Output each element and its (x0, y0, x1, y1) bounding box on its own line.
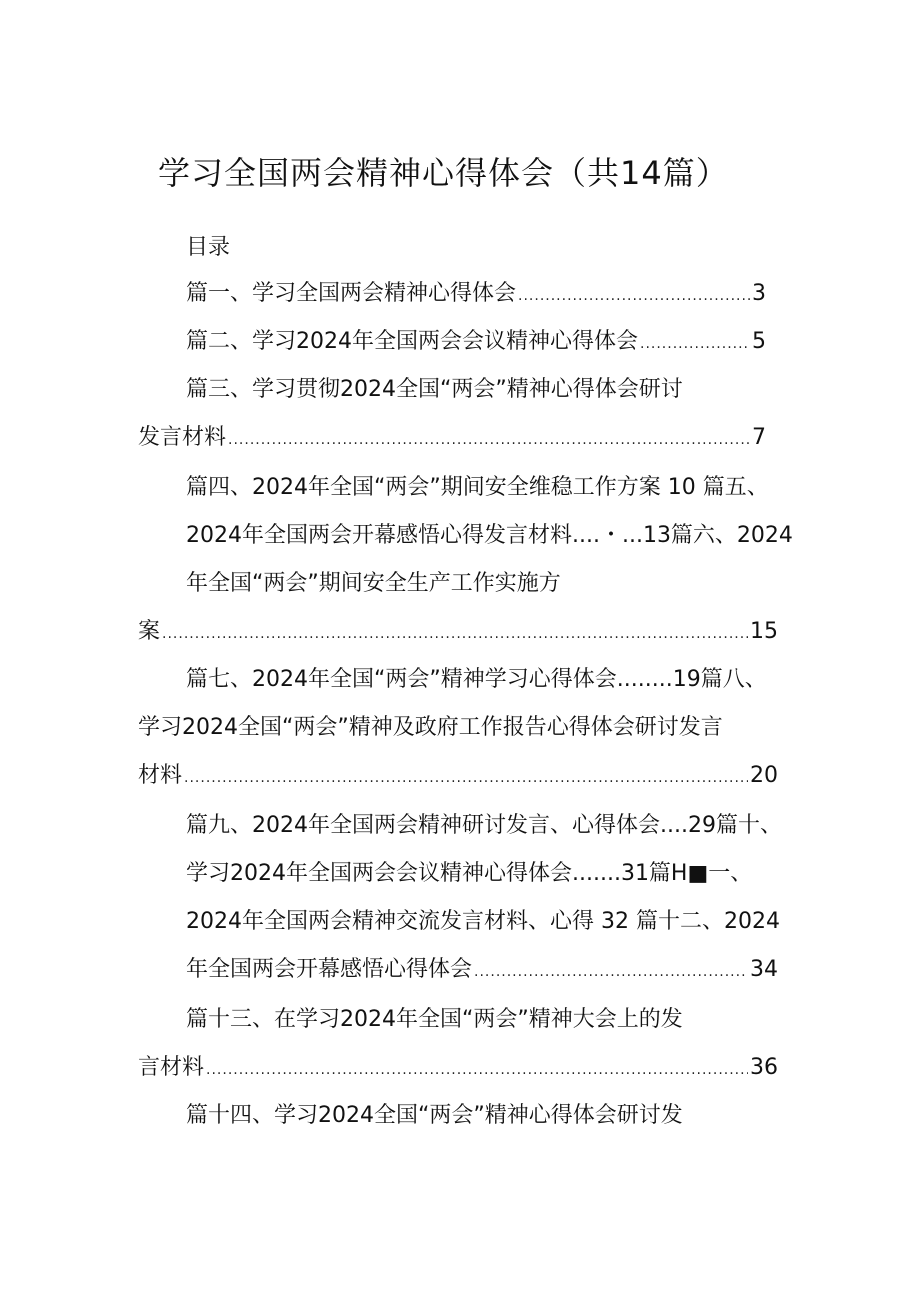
toc-line-8: 学习2024全国“两会”精神及政府工作报告心得体会研讨发言 (138, 715, 723, 740)
toc-entry-3-cont (138, 422, 766, 454)
toc-entry-page: 3 (752, 281, 766, 306)
dot-leader (184, 762, 748, 794)
toc-entry-page: 7 (752, 425, 766, 450)
dot-leader (228, 424, 750, 456)
toc-heading: 目录 (186, 235, 231, 260)
toc-line-5: 2024年全国两会开幕感悟心得发言材料....・...13篇六、2024 (186, 523, 793, 548)
toc-entry-6-cont (138, 616, 778, 648)
toc-line-9: 篇九、2024年全国两会精神研讨发言、心得体会....29篇十、 (186, 813, 782, 838)
toc-entry-page: 20 (750, 763, 778, 788)
toc-line-10: 学习2024年全国两会会议精神心得体会.......31篇H■一、 (186, 861, 753, 886)
toc-line-6: 年全国“两会”期间安全生产工作实施方 (186, 571, 561, 596)
toc-line-13: 篇十三、在学习2024年全国“两会”精神大会上的发 (186, 1007, 683, 1032)
toc-entry-12 (186, 954, 778, 986)
dot-leader (162, 618, 748, 650)
toc-entry-8-cont (138, 760, 778, 792)
toc-entry-label: 年全国两会开幕感悟心得体会 (186, 957, 473, 982)
toc-entry-label: 发言材料 (138, 425, 227, 450)
toc-line-7: 篇七、2024年全国“两会”精神学习心得体会........19篇八、 (186, 667, 767, 692)
document-title: 学习全国两会精神心得体会（共14篇） (158, 154, 729, 192)
toc-entry-2 (186, 326, 766, 358)
dot-leader (474, 956, 748, 988)
toc-entry-page: 5 (752, 329, 766, 354)
toc-entry-page: 36 (750, 1055, 778, 1080)
toc-entry-1 (186, 278, 766, 310)
toc-entry-label: 言材料 (138, 1055, 205, 1080)
toc-entry-page: 15 (750, 619, 778, 644)
dot-leader (206, 1054, 748, 1086)
dot-leader (640, 328, 750, 360)
toc-entry-page: 34 (750, 957, 778, 982)
toc-entry-label: 案 (138, 619, 161, 644)
dot-leader (518, 280, 750, 312)
toc-entry-label: 材料 (138, 763, 183, 788)
toc-line-3: 篇三、学习贯彻2024全国“两会”精神心得体会研讨 (186, 377, 683, 402)
toc-entry-13-cont (138, 1052, 778, 1084)
toc-line-14: 篇十四、学习2024全国“两会”精神心得体会研讨发 (186, 1103, 683, 1128)
toc-line-4: 篇四、2024年全国“两会”期间安全维稳工作方案 10 篇五、 (186, 475, 769, 500)
toc-entry-label: 篇二、学习2024年全国两会会议精神心得体会 (186, 329, 638, 354)
toc-line-11: 2024年全国两会精神交流发言材料、心得 32 篇十二、2024 (186, 909, 780, 934)
toc-entry-label: 篇一、学习全国两会精神心得体会 (186, 281, 517, 306)
